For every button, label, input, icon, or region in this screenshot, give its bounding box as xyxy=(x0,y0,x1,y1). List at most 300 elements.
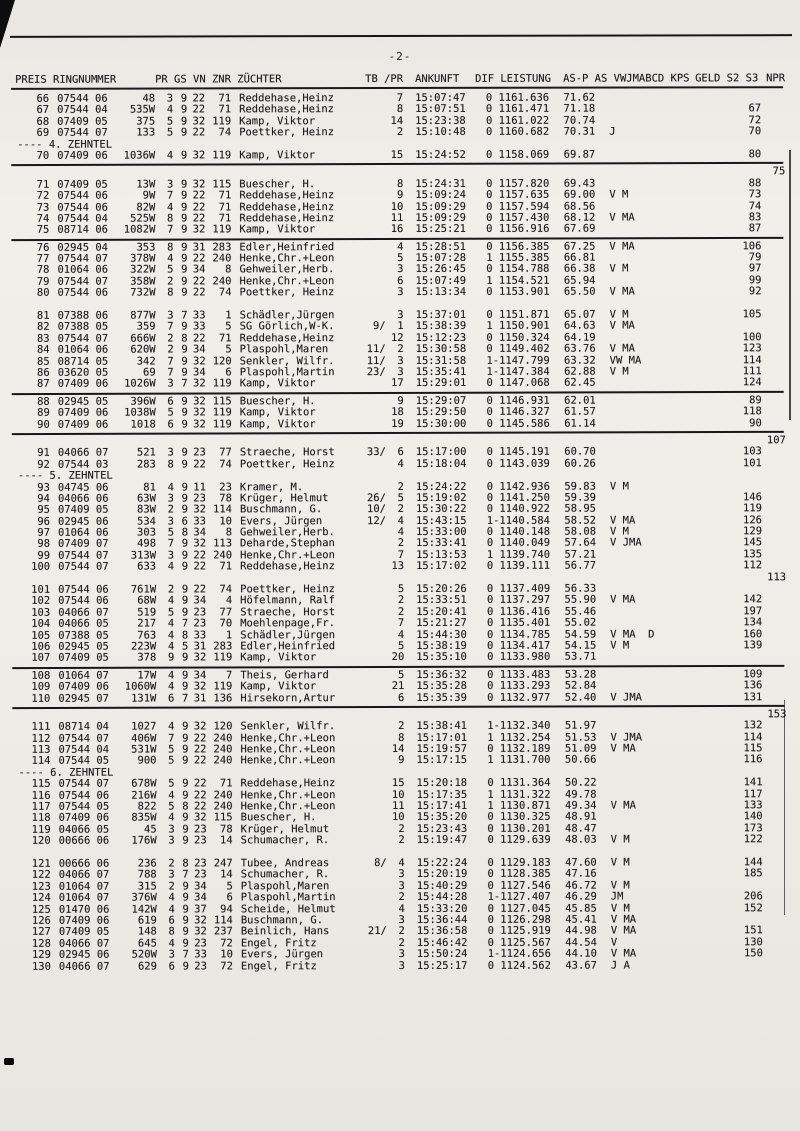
cell-npr: 114 xyxy=(743,730,763,743)
cell-ankunft: 15:19:47 xyxy=(416,834,468,847)
cell-dif-leistung: 0 1146.931 xyxy=(486,394,550,407)
cell-pr: 4 xyxy=(167,252,174,265)
cell-pr: 6 xyxy=(168,914,175,927)
cell-npr: 133 xyxy=(743,799,763,812)
cell-zuechter: Evers, Jürgen xyxy=(240,948,324,961)
cell-pr-im-tb: 2 xyxy=(397,537,405,550)
cell-ankunft: 15:28:51 xyxy=(415,240,467,253)
cell-geld xyxy=(688,755,718,766)
cell-dif-leistung: 0 1125.567 xyxy=(487,936,551,949)
cell-npr: 139 xyxy=(743,639,763,652)
cell-pr-im-tb: 2 xyxy=(398,891,405,904)
cell-ringnummer: 07544 07 xyxy=(58,549,109,562)
cell-ring-nr: 763 xyxy=(137,629,157,642)
cell-ankunft: 15:31:58 xyxy=(415,354,467,367)
cell-geld xyxy=(687,275,717,286)
cell-npr: 107 xyxy=(766,434,786,447)
cell-zuechter: SG Görlich,W-K. xyxy=(239,320,335,333)
cell-ring-nr: 1060W xyxy=(124,680,157,693)
cell-vn: 23 xyxy=(193,492,206,505)
cell-ankunft: 15:36:44 xyxy=(416,913,468,926)
cell-vn: 34 xyxy=(193,594,207,607)
cell-pr: 5 xyxy=(168,743,175,756)
cell-as-marks xyxy=(610,378,688,390)
cell-as-p: 51.09 xyxy=(564,742,597,755)
cell-ankunft: 15:20:18 xyxy=(416,777,468,790)
cell-znr: 119 xyxy=(212,377,232,390)
cell-preis: 79 xyxy=(36,275,50,288)
cell-ankunft: 15:38:41 xyxy=(416,720,468,733)
cell-npr: 117 xyxy=(743,787,763,800)
cell-vn: 22 xyxy=(193,560,207,573)
cell-gs: 9 xyxy=(182,777,189,790)
cell-npr: 135 xyxy=(743,548,763,561)
cell-ringnummer: 07544 06 xyxy=(57,201,108,214)
cell-as-marks: V JMA xyxy=(610,691,642,704)
cell-geld xyxy=(688,692,718,703)
cell-pr: 7 xyxy=(167,320,174,333)
cell-geld xyxy=(688,583,718,594)
cell-geld xyxy=(688,732,718,743)
cell-as-p: 52.40 xyxy=(564,691,597,704)
cell-gs: 9 xyxy=(182,925,189,938)
cell-gs: 9 xyxy=(180,200,188,213)
cell-ring-nr: 9W xyxy=(142,189,156,202)
cell-ring-nr: 1082W xyxy=(123,223,156,236)
cell-pr-im-tb: 2 xyxy=(398,720,405,733)
cell-ringnummer: 02945 05 xyxy=(58,640,109,653)
cell-geld xyxy=(687,201,717,212)
cell-zuechter: Kamp, Viktor xyxy=(239,114,316,128)
cell-dif-leistung: 1 1139.740 xyxy=(486,548,551,561)
cell-znr: 71 xyxy=(218,212,232,225)
cell-ankunft: 15:12:23 xyxy=(415,331,467,344)
cell-geld xyxy=(689,835,719,846)
cell-as-p: 49.34 xyxy=(564,799,597,812)
cell-tb xyxy=(361,881,387,892)
cell-pr-im-tb: 9 xyxy=(398,754,405,767)
cell-as-p: 55.90 xyxy=(564,593,597,607)
cell-as-p: 45.85 xyxy=(565,902,597,915)
cell-znr: 71 xyxy=(218,92,232,105)
cell-ankunft: 15:33:51 xyxy=(416,594,467,607)
cell-ring-nr: 216W xyxy=(131,789,157,802)
cell-npr: 151 xyxy=(743,924,763,937)
cell-ringnummer: 07544 07 xyxy=(58,777,110,790)
cell-geld xyxy=(689,926,719,937)
cell-npr: 197 xyxy=(743,605,763,618)
cell-as-marks: V M xyxy=(610,525,630,538)
cell-ringnummer: 07409 06 xyxy=(57,377,109,391)
cell-gs: 9 xyxy=(180,92,188,105)
cell-vn: 32 xyxy=(194,925,207,938)
cell-as-p: 65.07 xyxy=(563,308,596,321)
cell-tb xyxy=(360,595,386,606)
cell-dif-leistung: 0 1127.546 xyxy=(487,879,551,892)
cell-ringnummer: 07409 05 xyxy=(58,651,109,665)
cell-as-marks xyxy=(610,561,688,573)
cell-gs: 9 xyxy=(181,503,188,516)
cell-znr: 240 xyxy=(213,549,233,562)
cell-preis: 109 xyxy=(31,680,51,693)
cell-as-marks xyxy=(610,504,688,516)
cell-ring-nr: 761W xyxy=(130,583,157,596)
cell-pr-im-tb: 3 xyxy=(398,913,405,926)
cell-preis: 85 xyxy=(36,355,50,368)
cell-preis: 76 xyxy=(36,241,50,254)
cell-as-p: 70.31 xyxy=(563,125,596,138)
cell-dif-leistung: 0 1136.416 xyxy=(486,605,551,618)
cell-npr: 130 xyxy=(743,935,763,949)
cell-preis: 72 xyxy=(36,189,50,202)
cell-zuechter: Krüger, Helmut xyxy=(240,822,330,836)
cell-preis: 124 xyxy=(31,891,51,904)
cell-znr: 247 xyxy=(213,857,233,870)
cell-gs: 9 xyxy=(181,355,188,368)
cell-vn: 32 xyxy=(193,537,207,550)
cell-pr-im-tb: 10 xyxy=(391,811,405,824)
cell-znr: 120 xyxy=(213,720,233,733)
cell-pr: 2 xyxy=(168,880,175,893)
cell-ring-nr: 322W xyxy=(130,263,156,277)
cell-dif-leistung: 1-1147.384 xyxy=(486,365,550,378)
cell-as-p: 65.94 xyxy=(563,274,596,287)
cell-vn: 32 xyxy=(193,720,207,733)
cell-ringnummer: 07388 06 xyxy=(57,309,109,322)
cell-zuechter: Höfelmann, Ralf xyxy=(240,594,336,607)
cell-geld xyxy=(687,264,717,275)
cell-pr: 2 xyxy=(167,275,174,288)
cell-gs: 9 xyxy=(181,492,188,505)
cell-ringnummer: 08714 05 xyxy=(57,355,109,368)
cell-vn: 34 xyxy=(193,366,206,379)
cell-pr: 2 xyxy=(167,332,174,345)
cell-pr: 4 xyxy=(167,629,175,642)
cell-zuechter: Henke,Chr.+Leon xyxy=(240,731,336,745)
cell-pr: 3 xyxy=(167,549,175,562)
cell-zuechter: Henke,Chr.+Leon xyxy=(240,788,336,801)
cell-tb xyxy=(359,179,385,190)
cell-tb: 12/ xyxy=(367,514,387,527)
cell-zuechter: Poettker, Heinz xyxy=(239,126,335,139)
scan-corner-artifact xyxy=(0,0,15,48)
cell-dif-leistung: 0 1157.594 xyxy=(486,200,550,213)
cell-as-p: 69.43 xyxy=(563,177,596,190)
cell-znr: 72 xyxy=(220,959,233,972)
cell-gs: 9 xyxy=(181,458,188,471)
cell-tb xyxy=(360,538,386,549)
cell-as-marks: V M xyxy=(610,639,630,652)
cell-geld xyxy=(689,857,719,868)
cell-pr: 4 xyxy=(167,617,175,630)
cell-geld xyxy=(688,355,718,366)
cell-zuechter: Henke,Chr.+Leon xyxy=(239,252,335,265)
cell-ring-nr: 68W xyxy=(137,594,157,607)
cell-pr-im-tb: 2 xyxy=(397,503,404,516)
cell-vn: 23 xyxy=(193,617,207,630)
cell-geld xyxy=(688,321,718,332)
cell-ankunft: 15:07:51 xyxy=(415,103,466,116)
cell-as-marks xyxy=(610,618,688,630)
cell-pr-im-tb: 3 xyxy=(397,286,404,299)
cell-preis: 99 xyxy=(37,549,51,562)
cell-gs: 9 xyxy=(180,126,188,139)
cell-as-marks: V MA xyxy=(610,913,637,926)
cell-preis: 126 xyxy=(31,914,51,927)
cell-as-marks: V M xyxy=(609,308,629,321)
cell-ringnummer: 07409 06 xyxy=(58,914,110,927)
cell-ring-nr: 148 xyxy=(137,925,157,938)
cell-gs: 9 xyxy=(182,880,189,893)
cell-as-marks: V MA xyxy=(609,514,636,527)
cell-preis: 81 xyxy=(36,309,50,322)
cell-ring-nr: 835W xyxy=(131,811,157,825)
cell-as-marks: V JMA xyxy=(610,536,642,550)
cell-znr: 115 xyxy=(212,178,232,191)
cell-as-p: 54.59 xyxy=(564,628,597,641)
cell-zuechter: Kamp, Viktor xyxy=(240,680,317,693)
cell-npr: 73 xyxy=(748,188,762,201)
cell-ringnummer: 08714 06 xyxy=(57,223,108,237)
cell-zuechter: Reddehase,Heinz xyxy=(239,212,335,225)
cell-ringnummer: 07409 06 xyxy=(57,149,108,162)
cell-preis: 74 xyxy=(36,212,50,225)
cell-geld xyxy=(688,332,718,343)
cell-vn: 32 xyxy=(192,115,206,128)
cell-vn: 22 xyxy=(193,458,206,471)
cell-dif-leistung: 0 1140.148 xyxy=(486,525,551,538)
cell-vn: 22 xyxy=(192,189,206,202)
cell-gs: 7 xyxy=(182,691,189,704)
cell-dif-leistung: 0 1126.298 xyxy=(487,913,551,926)
cell-zuechter: Henke,Chr.+Leon xyxy=(240,548,335,562)
cell-dif-leistung: 0 1124.562 xyxy=(487,959,551,972)
cell-geld xyxy=(688,618,718,629)
cell-as-p: 61.57 xyxy=(564,405,596,418)
cell-znr: 240 xyxy=(213,754,233,767)
cell-gs: 9 xyxy=(181,583,189,596)
cell-as-p: 53.71 xyxy=(564,650,597,664)
cell-pr-im-tb: 2 xyxy=(398,936,405,949)
cell-pr: 4 xyxy=(168,891,175,904)
cell-as-p: 67.69 xyxy=(563,222,596,235)
cell-pr-im-tb: 5 xyxy=(397,668,405,681)
cell-pr-im-tb: 1 xyxy=(397,320,404,333)
cell-ringnummer: 07544 03 xyxy=(57,458,109,471)
cell-dif-leistung: 1-1147.799 xyxy=(486,354,550,367)
cell-zuechter: Kamp, Viktor xyxy=(240,651,317,664)
cell-gs: 9 xyxy=(181,669,189,682)
cell-znr: 240 xyxy=(212,275,232,288)
cell-znr: 136 xyxy=(213,691,233,704)
cell-preis: 70 xyxy=(36,149,50,162)
cell-preis: 86 xyxy=(37,366,50,379)
cell-geld xyxy=(688,492,718,503)
cell-ring-nr: 375 xyxy=(136,115,156,128)
cell-pr-im-tb: 10 xyxy=(391,788,405,801)
cell-pr-im-tb: 5 xyxy=(397,639,405,652)
cell-dif-leistung: 1-1124.656 xyxy=(487,947,551,960)
cell-ring-nr: 519 xyxy=(137,606,157,619)
cell-ankunft: 15:33:41 xyxy=(416,537,467,550)
cell-dif-leistung: 0 1128.385 xyxy=(487,868,551,881)
cell-vn: 33 xyxy=(193,515,207,528)
cell-ring-nr: 619 xyxy=(137,914,157,927)
cell-ring-nr: 342 xyxy=(136,355,156,368)
cell-preis: 69 xyxy=(36,126,50,139)
cell-pr: 4 xyxy=(168,720,175,733)
cell-ring-nr: 69 xyxy=(143,366,156,379)
cell-preis: 108 xyxy=(31,669,51,682)
cell-as-marks xyxy=(609,104,687,116)
table-row xyxy=(16,652,786,665)
cell-zuechter: Engel, Fritz xyxy=(240,959,317,972)
cell-as-p: 62.01 xyxy=(564,394,596,407)
cell-pr-im-tb: 3 xyxy=(398,868,405,881)
cell-ankunft: 15:13:53 xyxy=(416,548,467,561)
table-row xyxy=(15,149,785,162)
cell-vn: 33 xyxy=(192,309,206,322)
cell-geld xyxy=(688,406,718,417)
cell-ringnummer: 07544 06 xyxy=(58,595,109,608)
cell-ring-nr: 678W xyxy=(131,777,157,790)
cell-pr-im-tb: 2 xyxy=(397,343,404,356)
cell-geld xyxy=(689,914,719,925)
cell-geld xyxy=(687,149,717,160)
cell-tb: 11/ xyxy=(366,354,386,367)
cell-as-marks: V MA xyxy=(609,211,635,224)
cell-zuechter: Henke,Chr.+Leon xyxy=(240,743,336,756)
cell-ring-nr: 498 xyxy=(137,537,157,551)
cell-ringnummer: 04066 05 xyxy=(58,617,109,630)
cell-tb: 9/ xyxy=(372,320,386,333)
cell-vn: 32 xyxy=(193,811,207,824)
cell-dif-leistung: 0 1132.977 xyxy=(487,691,551,704)
cell-znr: 4 xyxy=(225,594,233,607)
cell-as-p: 60.70 xyxy=(564,445,596,458)
cell-pr-im-tb: 2 xyxy=(398,834,405,847)
cell-geld xyxy=(687,241,717,252)
cell-as-marks: V MA xyxy=(610,947,637,960)
cell-ring-nr: 534 xyxy=(137,515,157,528)
cell-geld xyxy=(688,640,718,651)
cell-zuechter: Henke,Chr.+Leon xyxy=(240,754,336,767)
cell-vn: 22 xyxy=(193,743,207,756)
cell-tb xyxy=(360,584,386,595)
cell-vn: 22 xyxy=(192,92,206,105)
cell-gs: 9 xyxy=(182,732,189,745)
cell-geld xyxy=(688,538,718,549)
cell-gs: 9 xyxy=(181,286,188,299)
cell-as-p: 50.22 xyxy=(564,776,597,789)
cell-ankunft: 15:33:00 xyxy=(416,525,467,539)
zehntel-label: ---- 6. ZEHNTEL xyxy=(18,766,114,779)
cell-as-marks: V M xyxy=(610,856,630,869)
cell-npr: 140 xyxy=(743,810,763,823)
cell-npr: 114 xyxy=(742,353,762,366)
cell-dif-leistung: 1-1132.340 xyxy=(487,720,551,733)
cell-preis: 93 xyxy=(37,481,50,494)
cell-gs: 8 xyxy=(182,857,189,870)
table-row xyxy=(15,126,785,139)
cell-as-p: 51.97 xyxy=(564,719,597,732)
cell-pr: 3 xyxy=(168,834,175,847)
cell-tb xyxy=(361,835,387,846)
cell-pr-im-tb: 6 xyxy=(397,274,404,287)
cell-pr: 2 xyxy=(167,343,174,356)
cell-vn: 22 xyxy=(192,103,206,116)
cell-pr-im-tb: 7 xyxy=(397,617,405,630)
cell-ring-nr: 142W xyxy=(131,903,157,916)
cell-tb xyxy=(360,550,386,561)
cell-geld xyxy=(687,127,717,138)
cell-pr: 5 xyxy=(167,263,174,276)
header-as-p-marks-kps: AS-P AS VWJMABCD KPS xyxy=(563,72,690,85)
cell-gs: 9 xyxy=(182,903,189,916)
cell-pr-im-tb: 15 xyxy=(391,777,405,790)
cell-zuechter: Buschmann, G. xyxy=(240,914,324,927)
cell-pr: 4 xyxy=(167,594,175,607)
cell-tb xyxy=(361,892,387,903)
cell-tb xyxy=(360,407,386,418)
cell-zuechter: Reddehase,Heinz xyxy=(239,189,335,202)
cell-vn: 32 xyxy=(193,651,207,664)
cell-ankunft: 15:25:21 xyxy=(415,223,466,236)
cell-pr: 2 xyxy=(168,857,175,870)
cell-ring-nr: 313W xyxy=(130,549,157,562)
cell-dif-leistung: 0 1139.111 xyxy=(486,559,551,573)
cell-tb xyxy=(361,869,387,880)
cell-ankunft: 15:29:50 xyxy=(415,406,467,419)
cell-as-p: 46.29 xyxy=(565,890,597,903)
cell-as-p: 71.18 xyxy=(563,102,596,116)
cell-geld xyxy=(688,652,718,663)
cell-pr-im-tb: 4 xyxy=(397,526,405,539)
cell-tb xyxy=(359,93,385,104)
cell-pr: 3 xyxy=(168,868,175,881)
cell-as-p: 52.84 xyxy=(564,679,597,692)
cell-geld xyxy=(688,680,718,691)
cell-pr-im-tb: 12 xyxy=(390,331,404,344)
cell-pr: 5 xyxy=(168,754,175,767)
cell-preis: 89 xyxy=(37,406,50,419)
cell-zuechter: Plaspohl,Martin xyxy=(239,366,335,379)
cell-pr-im-tb: 6 xyxy=(398,691,405,704)
cell-npr: 105 xyxy=(742,308,762,321)
header-pr-gs-vn-znr-zuechter: PR GS VN ZNR ZÜCHTER xyxy=(155,73,282,86)
cell-znr: 6 xyxy=(226,891,233,904)
cell-znr: 120 xyxy=(212,354,232,367)
cell-ankunft: 15:21:27 xyxy=(416,617,467,630)
cell-pr: 3 xyxy=(168,948,175,961)
cell-dif-leistung: 1 1131.700 xyxy=(487,754,551,767)
cell-pr: 3 xyxy=(168,823,175,836)
cell-gs: 9 xyxy=(181,537,189,550)
cell-as-marks: V M xyxy=(610,879,630,892)
cell-tb xyxy=(360,459,386,470)
cell-as-marks: V JMA xyxy=(610,731,643,744)
cell-gs: 9 xyxy=(181,549,189,562)
cell-as-p: 56.77 xyxy=(564,559,597,572)
cell-gs: 9 xyxy=(180,115,188,128)
cell-ringnummer: 04066 07 xyxy=(58,937,110,950)
cell-gs: 9 xyxy=(180,178,188,191)
cell-geld xyxy=(687,104,717,115)
cell-gs: 8 xyxy=(181,332,188,345)
cell-znr: 74 xyxy=(219,458,232,471)
cell-as-p: 61.14 xyxy=(564,417,596,430)
cell-dif-leistung: 0 1133.483 xyxy=(487,668,551,681)
